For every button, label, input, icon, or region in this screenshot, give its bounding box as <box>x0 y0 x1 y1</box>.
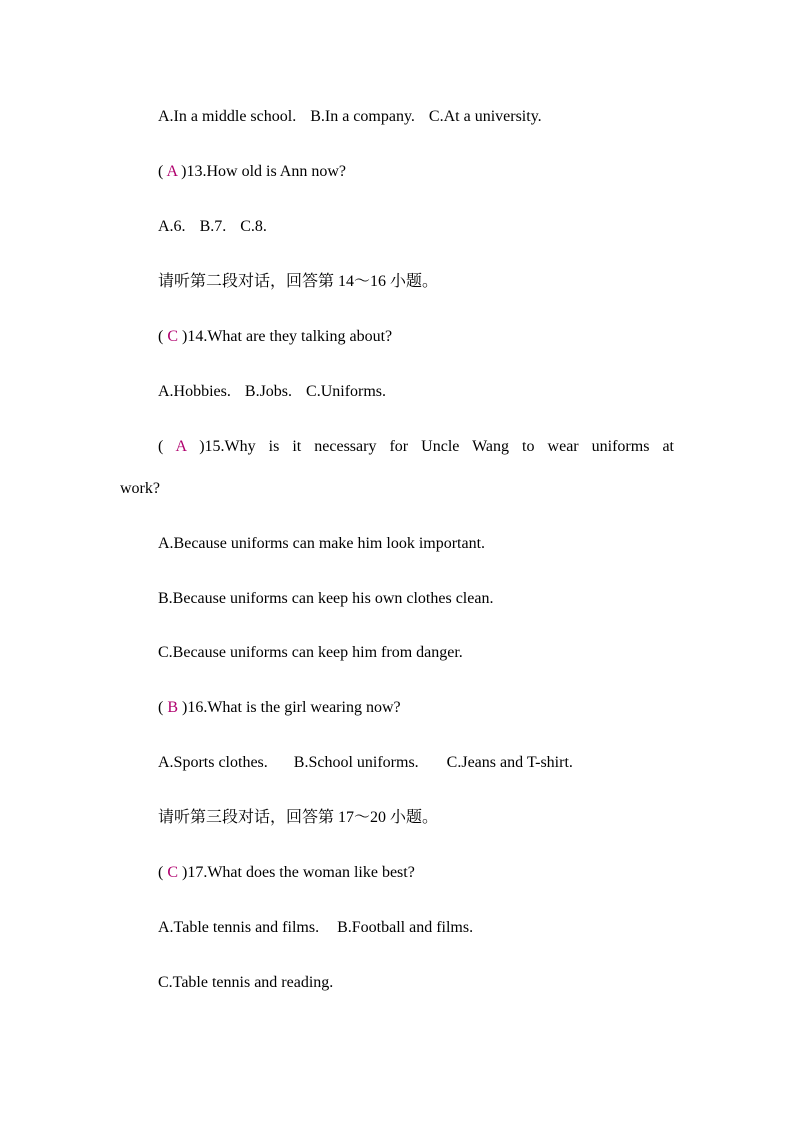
paren-open: ( <box>158 163 164 180</box>
option-b: B.Jobs. <box>244 383 293 400</box>
question-14 <box>158 327 392 347</box>
section-heading-2: 请听第二段对话，回答第 14～16 小题。 <box>158 273 439 290</box>
paren-open: ( <box>158 438 164 455</box>
q17-option-c: C.Table tennis and reading. <box>158 974 334 991</box>
question-text: )14.What are they talking about? <box>182 328 393 345</box>
answer-16: B <box>167 699 178 716</box>
option-c: C.Uniforms. <box>306 383 387 400</box>
question-text: )13.How old is Ann now? <box>181 163 347 180</box>
question-16 <box>158 698 401 718</box>
question-text: )17.What does the woman like best? <box>182 864 415 881</box>
option-b: B.In a company. <box>310 108 415 125</box>
q12-options <box>158 107 542 127</box>
question-text: )15.Why is it necessary for Uncle Wang to wear uniforms at <box>199 438 674 455</box>
answer-14: C <box>167 328 178 345</box>
paren-open: ( <box>158 864 164 881</box>
q17-options-ab <box>158 918 473 938</box>
paren-open: ( <box>158 699 164 716</box>
option-a: A.Table tennis and films. <box>158 919 320 936</box>
option-b: B.Football and films. <box>337 919 474 936</box>
question-17 <box>158 863 415 883</box>
option-a: A.Hobbies. <box>158 383 231 400</box>
option-c: C.Jeans and T-shirt. <box>446 754 573 771</box>
q15-option-b: B.Because uniforms can keep his own clothes clean. <box>158 590 494 607</box>
question-text: )16.What is the girl wearing now? <box>182 699 401 716</box>
option-c: C.At a university. <box>428 108 542 125</box>
option-b: B.7. <box>199 218 227 235</box>
option-a: A.6. <box>158 218 186 235</box>
answer-15: A <box>175 438 187 455</box>
question-15-wrap: work? <box>120 480 160 497</box>
option-c: C.8. <box>240 218 267 235</box>
option-a: A.In a middle school. <box>158 108 297 125</box>
answer-13: A <box>166 163 178 180</box>
q16-options <box>158 753 573 773</box>
question-13 <box>158 162 346 182</box>
option-a: A.Sports clothes. <box>158 754 268 771</box>
q15-option-a: A.Because uniforms can make him look important. <box>158 535 486 552</box>
section-heading-3: 请听第三段对话，回答第 17～20 小题。 <box>158 809 439 826</box>
question-15 <box>158 437 674 457</box>
q14-options <box>158 382 386 402</box>
answer-17: C <box>167 864 178 881</box>
q13-options <box>158 217 267 237</box>
option-b: B.School uniforms. <box>293 754 419 771</box>
q15-option-c: C.Because uniforms can keep him from danger. <box>158 644 463 661</box>
paren-open: ( <box>158 328 164 345</box>
